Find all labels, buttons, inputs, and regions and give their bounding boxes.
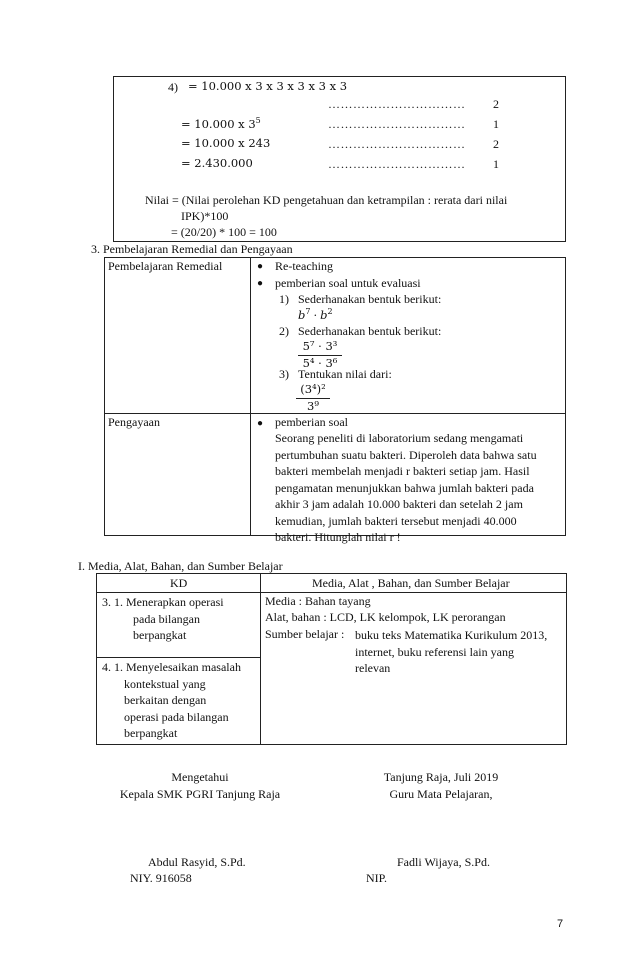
remedial-table-col-divider (250, 257, 251, 535)
sumber-belajar-label: Sumber belajar : (265, 627, 345, 641)
calc-score-4: 1 (493, 157, 499, 171)
media-table-col-divider (260, 573, 261, 744)
sumber-belajar-value (355, 627, 565, 677)
sumber-line: internet, buku referensi lain yang (355, 644, 514, 659)
media-line: Media : Bahan tayang (265, 594, 371, 608)
math-base-2: b (320, 307, 328, 322)
signature-right-name: Fadli Wijaya, S.Pd. (397, 855, 490, 869)
math-exponent-1: 7 (305, 307, 311, 316)
kd-line: pada bilangan (133, 611, 200, 626)
remedial-item-1-number: 1) (279, 292, 289, 306)
signature-left-block (100, 769, 300, 803)
remedial-row-label: Pembelajaran Remedial (108, 259, 223, 273)
remedial-item-2-text: Sederhanakan bentuk berikut: (298, 324, 442, 338)
signature-right-place-date: Tanjung Raja, Juli 2019 (383, 770, 499, 784)
calc-line-2-exponent: 5 (255, 116, 261, 125)
math-base-1: b (298, 307, 306, 322)
signature-left-role: Kepala SMK PGRI Tanjung Raja (119, 787, 281, 801)
remedial-item-3-numerator: (3⁴)² (300, 382, 326, 396)
nilai-formula-line-1: Nilai = (Nilai perolehan KD pengetahuan dan ketrampilan : rerata dari nilai (145, 193, 508, 207)
alat-bahan-line: Alat, bahan : LCD, LK kelompok, LK perorangan (265, 610, 506, 624)
calc-score-3: 2 (493, 137, 499, 151)
pengayaan-line: Seorang peneliti di laboratorium sedang mengamati (275, 431, 524, 445)
nilai-formula-line-3: = (20/20) * 100 = 100 (171, 225, 277, 239)
calc-score-2: 1 (493, 117, 499, 131)
media-table-kd-divider (96, 657, 261, 658)
bullet-icon: ● (257, 418, 264, 429)
calc-item-number: 4) (168, 80, 178, 94)
remedial-item-2-denominator: 5⁴ · 3⁶ (302, 356, 338, 370)
calc-line-4: = 2.430.000 (181, 156, 253, 170)
kd-line: operasi pada bilangan (124, 709, 229, 724)
remedial-bullet-evaluasi: pemberian soal untuk evaluasi (275, 276, 421, 290)
media-heading: I. Media, Alat, Bahan, dan Sumber Belajar (78, 559, 283, 573)
nilai-formula-line-2: IPK)*100 (181, 209, 229, 223)
calc-line-3: = 10.000 x 243 (181, 136, 271, 150)
kd-line: 4. 1. Menyelesaikan masalah (102, 660, 241, 674)
pengayaan-line: akhir 3 jam adalah 10.000 bakteri dan setelah 2 jam (275, 497, 523, 511)
bullet-icon: ● (257, 261, 264, 272)
remedial-heading: 3. Pembelajaran Remedial dan Pengayaan (91, 242, 293, 256)
pengayaan-line: bakteri membelah menjadi r bakteri setiap jam. Hasil (275, 464, 530, 478)
kd-line: berkaitan dengan (124, 693, 207, 707)
pengayaan-row-label: Pengayaan (108, 415, 160, 429)
kd-line: berpangkat (133, 628, 187, 642)
calc-line-2-base: = 10.000 x 3 (181, 116, 256, 131)
bullet-icon: ● (257, 278, 264, 289)
remedial-item-2-numerator: 5⁷ · 3³ (302, 339, 338, 353)
remedial-item-2-number: 2) (279, 324, 289, 338)
math-dot: · (313, 307, 318, 322)
sumber-line: relevan (355, 661, 391, 675)
media-col-sumber-header: Media, Alat , Bahan, dan Sumber Belajar (312, 576, 510, 590)
pengayaan-problem-text (275, 430, 560, 546)
calc-line-2 (181, 116, 261, 131)
signature-right-block (356, 769, 526, 803)
remedial-table-row-divider (104, 413, 565, 414)
math-exponent-2: 2 (327, 307, 333, 316)
calc-dots-2: …………………………… (328, 117, 466, 131)
page-number: 7 (557, 918, 564, 930)
sumber-line: buku teks Matematika Kurikulum 2013, (355, 628, 548, 642)
calc-dots-1: …………………………… (328, 97, 466, 111)
pengayaan-bullet-soal: pemberian soal (275, 415, 348, 429)
pengayaan-line: bakteri. Hitunglah nilai r ! (275, 530, 401, 544)
remedial-item-1-expression (298, 307, 333, 322)
kd-3-1-cell (102, 594, 257, 644)
signature-right-id: NIP. (366, 871, 388, 885)
kd-line: berpangkat (124, 726, 178, 740)
remedial-item-3-number: 3) (279, 367, 289, 381)
pengayaan-line: pertumbuhan suatu bakteri. Diperoleh data bahwa satu (275, 447, 537, 462)
kd-line: kontekstual yang (124, 676, 206, 691)
media-table-header-divider (96, 592, 566, 593)
pengayaan-line: pengamatan menunjukkan bahwa jumlah bakteri pada (275, 480, 534, 495)
remedial-item-1-text: Sederhanakan bentuk berikut: (298, 292, 442, 306)
signature-left-title: Mengetahui (171, 770, 229, 784)
kd-4-1-cell (102, 659, 257, 742)
calc-dots-4: …………………………… (328, 157, 466, 171)
calc-score-1: 2 (493, 97, 499, 111)
signature-right-role: Guru Mata Pelajaran, (389, 787, 493, 801)
calc-line-1: = 10.000 x 3 x 3 x 3 x 3 x 3 (188, 79, 348, 93)
remedial-item-3-text: Tentukan nilai dari: (298, 367, 392, 381)
calc-dots-3: …………………………… (328, 137, 466, 151)
media-col-kd-header: KD (170, 576, 188, 590)
kd-line: 3. 1. Menerapkan operasi (102, 595, 224, 609)
remedial-item-3-denominator: 3⁹ (307, 399, 319, 413)
signature-left-name: Abdul Rasyid, S.Pd. (148, 855, 246, 869)
signature-left-id: NIY. 916058 (130, 871, 192, 885)
remedial-bullet-reteaching: Re-teaching (275, 259, 333, 273)
pengayaan-line: kemudian, jumlah bakteri tersebut menjadi 40.000 (275, 513, 517, 528)
